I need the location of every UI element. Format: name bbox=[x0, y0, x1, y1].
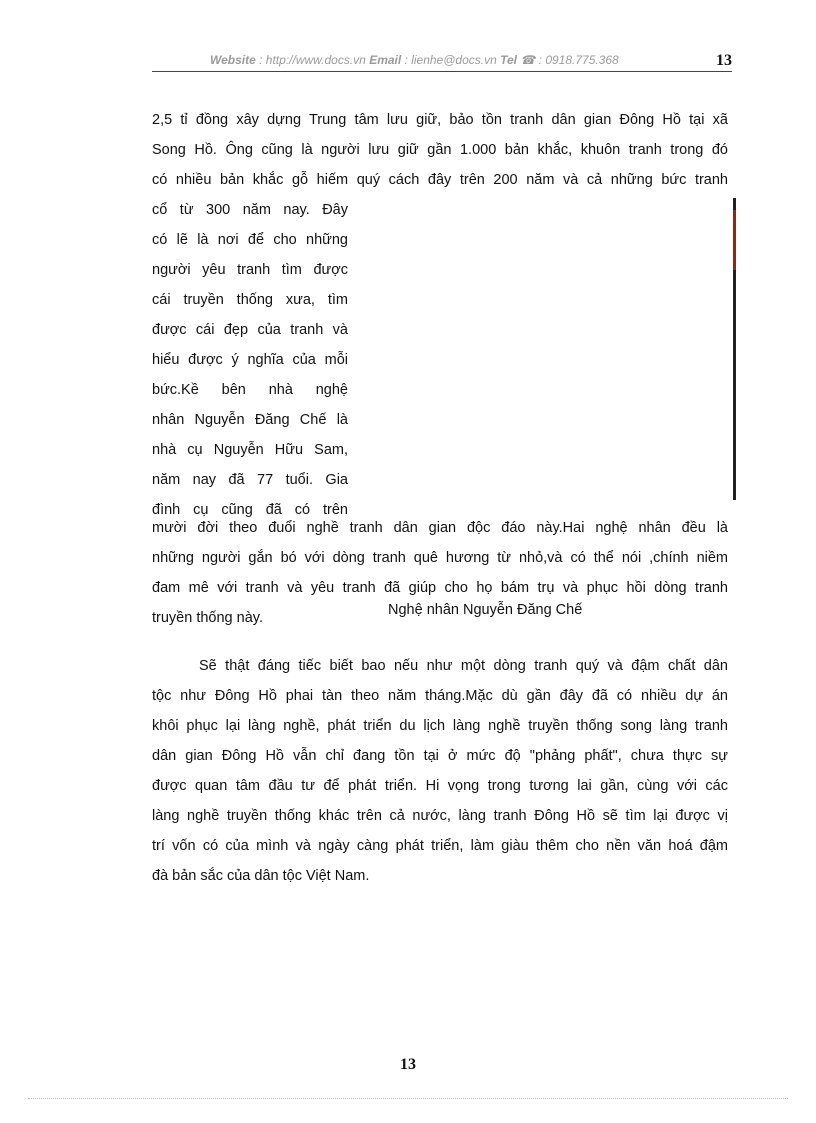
text-line: đà bản sắc của dân tộc Việt Nam. bbox=[152, 868, 370, 884]
text-line: hiểu được ý nghĩa của mỗi bbox=[152, 352, 348, 368]
text-line: tộc như Đông Hồ phai tàn theo năm tháng.Mặc dù gần đây đã có nhiều dự án bbox=[152, 688, 728, 704]
text-line: được quan tâm đầu tư để phát triển. Hi vọng trong tương lai gần, cùng với các bbox=[152, 778, 728, 794]
footer-page-number: 13 bbox=[400, 1056, 416, 1073]
text-line: trí vốn có của mình và ngày càng phát triển, làm giàu thêm cho nền văn hoá đậm bbox=[152, 838, 728, 854]
email-label: Email bbox=[369, 53, 402, 67]
image-caption: Nghệ nhân Nguyễn Đăng Chế bbox=[388, 602, 583, 618]
page-header bbox=[152, 50, 732, 70]
paragraph-1-narrow-column bbox=[152, 195, 348, 525]
header-page-number: 13 bbox=[716, 52, 732, 69]
text-line: làng nghề truyền thống khác trên cả nước, làng tranh Đông Hồ sẽ tìm lại được vị bbox=[152, 808, 728, 824]
text-line: Sẽ thật đáng tiếc biết bao nếu như một dòng tranh quý và đậm chất dân bbox=[199, 658, 728, 674]
tel-number: : 0918.775.368 bbox=[535, 53, 619, 67]
text-line: nhân Nguyễn Đăng Chế là bbox=[152, 412, 348, 428]
artisan-photo-edge-tint bbox=[733, 210, 736, 270]
paragraph-2 bbox=[152, 651, 728, 891]
text-line: cổ từ 300 năm nay. Đây bbox=[152, 202, 348, 218]
text-line: mười đời theo đuổi nghề tranh dân gian độc đáo này.Hai nghệ nhân đều là bbox=[152, 520, 728, 536]
text-line: 2,5 tỉ đồng xây dựng Trung tâm lưu giữ, bảo tồn tranh dân gian Đông Hồ tại xã bbox=[152, 112, 728, 128]
tel-label: Tel bbox=[500, 53, 518, 67]
website-label: Website bbox=[210, 53, 256, 67]
text-line: những người gắn bó với dòng tranh quê hương từ nhỏ,và có thể nói ,chính niềm bbox=[152, 550, 728, 566]
text-line: có lẽ là nơi để cho những bbox=[152, 232, 348, 248]
text-line: có nhiều bản khắc gỗ hiếm quý cách đây trên 200 năm và cả những bức tranh bbox=[152, 172, 728, 188]
text-line: nhà cụ Nguyễn Hữu Sam, bbox=[152, 442, 348, 458]
text-line: đam mê với tranh và yêu tranh đã giúp cho họ bám trụ và phục hồi dòng tranh bbox=[152, 580, 728, 596]
footer-divider bbox=[28, 1098, 788, 1099]
text-line: người yêu tranh tìm được bbox=[152, 262, 348, 278]
text-line: năm nay đã 77 tuổi. Gia bbox=[152, 472, 348, 488]
text-line: khôi phục lại làng nghề, phát triển du lịch làng nghề truyền thống song làng tranh bbox=[152, 718, 728, 734]
text-line: cái truyền thống xưa, tìm bbox=[152, 292, 348, 308]
website-url[interactable]: : http://www.docs.vn bbox=[255, 53, 370, 67]
text-line: truyền thống này. bbox=[152, 610, 263, 626]
text-line: dân gian Đông Hồ vẫn chỉ đang tồn tại ở mức độ "phảng phất", chưa thực sự bbox=[152, 748, 728, 764]
header-divider bbox=[152, 71, 732, 72]
header-contact bbox=[210, 53, 619, 67]
text-line: Song Hồ. Ông cũng là người lưu giữ gần 1.000 bản khắc, khuôn tranh trong đó bbox=[152, 142, 728, 158]
text-line: được cái đẹp của tranh và bbox=[152, 322, 348, 338]
email-address[interactable]: : lienhe@docs.vn bbox=[401, 53, 501, 67]
text-line: bức.Kề bên nhà nghệ bbox=[152, 382, 348, 398]
paragraph-1-top bbox=[152, 105, 728, 195]
phone-icon: ☎ bbox=[520, 53, 536, 67]
text-line: đình cụ cũng đã có trên bbox=[152, 502, 348, 518]
